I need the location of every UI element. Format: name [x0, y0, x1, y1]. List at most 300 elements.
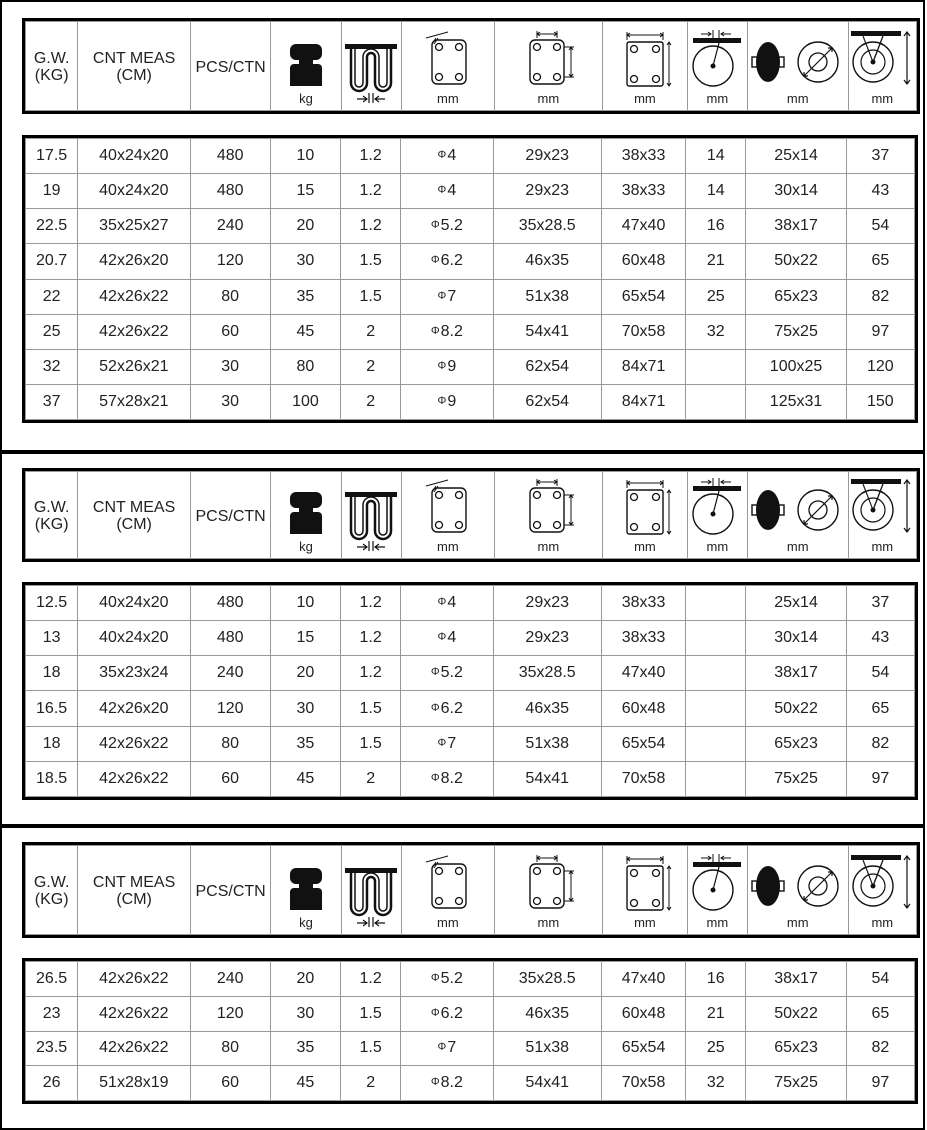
header-unit: mm [634, 539, 656, 554]
table-cell: 37 [846, 586, 914, 621]
header-row-3 [22, 842, 920, 938]
table-cell: 42x26x20 [78, 244, 190, 279]
table-cell: 30x14 [746, 621, 846, 656]
table-cell: 84x71 [601, 384, 685, 419]
table-cell: 60x48 [601, 691, 685, 726]
header-bolt-hole-spacing [494, 472, 603, 559]
table-cell: Φ4 [401, 621, 493, 656]
header-unit: mm [871, 539, 894, 554]
header-unit: mm [537, 539, 560, 554]
header-unit: mm [436, 91, 459, 106]
header-bolt-hole-spacing [494, 22, 603, 111]
header-unit: kg [299, 915, 313, 930]
wheel-size-icon [750, 858, 846, 914]
table-cell: 1.5 [341, 244, 401, 279]
header-overall-height [848, 846, 916, 935]
table-cell: 62x54 [493, 349, 601, 384]
table-cell: 51x38 [493, 279, 601, 314]
diameter-symbol: Φ [430, 254, 440, 267]
table-cell: 13 [26, 621, 78, 656]
wheel-size-icon [750, 482, 846, 538]
table-cell [686, 384, 746, 419]
table-cell: 51x28x19 [78, 1066, 190, 1101]
table-cell: 22 [26, 279, 78, 314]
table-cell: 25x14 [746, 586, 846, 621]
table-cell: 35x28.5 [493, 656, 601, 691]
load-weight-icon [286, 488, 326, 538]
table-cell: 16 [686, 962, 746, 997]
plate-size-icon [615, 854, 675, 914]
table-cell: 120 [190, 244, 270, 279]
table-cell: 43 [846, 621, 914, 656]
bolt-hole-diameter-icon [418, 854, 478, 914]
table-cell: 120 [846, 349, 914, 384]
table-row [26, 349, 915, 384]
table-cell: 10 [270, 139, 340, 174]
table-cell: 38x33 [601, 174, 685, 209]
table-cell: 26 [26, 1066, 78, 1101]
table-cell: 21 [686, 996, 746, 1031]
header-wheel-size [747, 472, 848, 559]
table-cell: Φ5.2 [401, 209, 493, 244]
table-cell: 240 [190, 656, 270, 691]
table-cell [686, 349, 746, 384]
table-cell: 84x71 [601, 349, 685, 384]
diameter-symbol: Φ [437, 289, 447, 302]
table-cell: 60x48 [601, 244, 685, 279]
table-row [26, 384, 915, 419]
table-cell: 82 [846, 1031, 914, 1066]
table-cell: 54x41 [493, 314, 601, 349]
table-cell: 40x24x20 [78, 139, 190, 174]
load-weight-icon [286, 864, 326, 914]
header-wheel-size [747, 846, 848, 935]
table-cell: 19 [26, 174, 78, 209]
table-row [26, 962, 915, 997]
data-table-3 [22, 958, 918, 1104]
offset-icon [689, 28, 745, 90]
table-cell: 54 [846, 209, 914, 244]
table-cell: 20 [270, 209, 340, 244]
wheel-size-icon [750, 34, 846, 90]
table-cell: 35 [270, 279, 340, 314]
table-cell: 25 [686, 1031, 746, 1066]
header-bolt-hole-diameter [402, 472, 495, 559]
table-cell: 1.5 [341, 279, 401, 314]
bolt-hole-spacing-icon [518, 478, 578, 538]
table-cell: 82 [846, 726, 914, 761]
table-cell: 51x38 [493, 726, 601, 761]
table-cell: 1.5 [341, 996, 401, 1031]
diameter-symbol: Φ [437, 596, 447, 609]
diameter-symbol: Φ [437, 631, 447, 644]
table-cell: 46x35 [493, 691, 601, 726]
table-cell: 35x28.5 [493, 962, 601, 997]
header-unit: mm [537, 915, 560, 930]
table-cell: 42x26x22 [78, 1031, 190, 1066]
header-gw: G.W. (KG) [26, 846, 78, 935]
table-row [26, 726, 915, 761]
diameter-symbol: Φ [437, 149, 447, 162]
header-gw: G.W. (KG) [26, 22, 78, 111]
table-cell: 240 [190, 962, 270, 997]
header-unit: mm [871, 91, 894, 106]
table-cell: 38x17 [746, 209, 846, 244]
table-cell: 65 [846, 691, 914, 726]
header-unit: mm [706, 539, 729, 554]
header-pcs-ctn: PCS/CTN [190, 846, 270, 935]
table-cell: 43 [846, 174, 914, 209]
bolt-hole-diameter-icon [418, 30, 478, 90]
table-cell: 20 [270, 656, 340, 691]
header-bolt-hole-diameter [402, 846, 495, 935]
table-cell: 1.5 [341, 1031, 401, 1066]
table-cell: 30 [270, 996, 340, 1031]
header-row-1 [22, 18, 920, 114]
table-cell: 2 [341, 314, 401, 349]
table-cell: 54x41 [493, 761, 601, 796]
header-gw: G.W. (KG) [26, 472, 78, 559]
plate-thickness-icon [343, 41, 399, 107]
bolt-hole-spacing-icon [518, 30, 578, 90]
table-cell: 1.5 [341, 726, 401, 761]
table-cell: 2 [341, 1066, 401, 1101]
table-cell: 97 [846, 761, 914, 796]
table-cell: 30 [190, 349, 270, 384]
table-cell: 1.5 [341, 691, 401, 726]
table-cell: Φ5.2 [401, 962, 493, 997]
table-cell: 32 [26, 349, 78, 384]
table-cell: 42x26x22 [78, 761, 190, 796]
table-cell: 75x25 [746, 314, 846, 349]
table-cell: 26.5 [26, 962, 78, 997]
diameter-symbol: Φ [437, 359, 447, 372]
table-cell: 45 [270, 314, 340, 349]
table-cell [686, 691, 746, 726]
header-bolt-hole-spacing [494, 846, 603, 935]
table-cell [686, 726, 746, 761]
header-plate-thickness [341, 846, 401, 935]
spec-panel-2 [0, 452, 925, 826]
table-cell: 29x23 [493, 139, 601, 174]
diameter-symbol: Φ [430, 971, 440, 984]
table-cell: 47x40 [601, 962, 685, 997]
table-cell: 120 [190, 691, 270, 726]
table-cell: 29x23 [493, 586, 601, 621]
table-cell: 29x23 [493, 621, 601, 656]
table-cell: 52x26x21 [78, 349, 190, 384]
table-cell: Φ4 [401, 586, 493, 621]
header-unit: mm [786, 539, 809, 554]
table-cell: 2 [341, 761, 401, 796]
table-cell: 75x25 [746, 1066, 846, 1101]
table-cell: 10 [270, 586, 340, 621]
header-plate-size [603, 472, 687, 559]
table-cell: 18.5 [26, 761, 78, 796]
diameter-symbol: Φ [430, 666, 440, 679]
table-cell: Φ7 [401, 1031, 493, 1066]
table-cell: 120 [190, 996, 270, 1031]
table-cell: 14 [686, 139, 746, 174]
table-cell: 1.2 [341, 586, 401, 621]
table-cell: 42x26x22 [78, 962, 190, 997]
table-cell: 35 [270, 726, 340, 761]
table-cell: 32 [686, 314, 746, 349]
diameter-symbol: Φ [437, 736, 447, 749]
bolt-hole-diameter-icon [418, 478, 478, 538]
header-unit: mm [537, 91, 560, 106]
table-cell: 1.2 [341, 621, 401, 656]
table-cell: 50x22 [746, 244, 846, 279]
header-unit: mm [786, 915, 809, 930]
overall-height-icon [849, 28, 915, 90]
header-offset [687, 22, 747, 111]
table-cell: 37 [26, 384, 78, 419]
header-cnt-meas: CNT MEAS (CM) [78, 846, 191, 935]
table-cell: 80 [190, 279, 270, 314]
header-cnt-meas: CNT MEAS (CM) [78, 472, 191, 559]
plate-thickness-icon [343, 489, 399, 555]
table-cell: 16 [686, 209, 746, 244]
offset-icon [689, 852, 745, 914]
table-cell: 1.2 [341, 209, 401, 244]
table-cell: 38x33 [601, 139, 685, 174]
header-load-weight [271, 472, 341, 559]
table-cell: 37 [846, 139, 914, 174]
table-cell: 82 [846, 279, 914, 314]
diameter-symbol: Φ [430, 324, 440, 337]
header-pcs-ctn: PCS/CTN [190, 22, 270, 111]
spec-panel-3 [0, 826, 925, 1130]
header-pcs-ctn: PCS/CTN [190, 472, 270, 559]
table-cell: Φ6.2 [401, 691, 493, 726]
table-cell: 30 [270, 691, 340, 726]
table-cell: 150 [846, 384, 914, 419]
table-cell: Φ6.2 [401, 996, 493, 1031]
table-cell: 70x58 [601, 761, 685, 796]
table-cell: Φ8.2 [401, 314, 493, 349]
table-row [26, 1066, 915, 1101]
data-table-1 [22, 135, 918, 423]
table-cell: 20.7 [26, 244, 78, 279]
table-cell: 38x33 [601, 586, 685, 621]
table-cell: 35x23x24 [78, 656, 190, 691]
header-unit: mm [706, 91, 729, 106]
plate-size-icon [615, 30, 675, 90]
table-cell: 1.2 [341, 174, 401, 209]
header-unit: mm [436, 539, 459, 554]
table-cell: 54 [846, 656, 914, 691]
table-cell: 54 [846, 962, 914, 997]
table-cell: 30 [270, 244, 340, 279]
table-cell: 22.5 [26, 209, 78, 244]
table-cell: 40x24x20 [78, 174, 190, 209]
table-cell: 60x48 [601, 996, 685, 1031]
overall-height-icon [849, 852, 915, 914]
table-cell [686, 656, 746, 691]
table-cell: 65 [846, 996, 914, 1031]
header-load-weight [271, 22, 341, 111]
table-cell: 80 [270, 349, 340, 384]
table-cell: 42x26x22 [78, 996, 190, 1031]
table-cell: 42x26x22 [78, 314, 190, 349]
table-cell: 16.5 [26, 691, 78, 726]
table-cell: 97 [846, 1066, 914, 1101]
table-cell: 18 [26, 656, 78, 691]
table-row [26, 1031, 915, 1066]
table-cell: Φ8.2 [401, 761, 493, 796]
header-overall-height [848, 22, 916, 111]
header-row-2 [22, 468, 920, 562]
header-unit: mm [634, 91, 656, 106]
table-cell: 38x17 [746, 962, 846, 997]
table-cell: 14 [686, 174, 746, 209]
table-row [26, 209, 915, 244]
table-row [26, 314, 915, 349]
diameter-symbol: Φ [437, 184, 447, 197]
table-cell: 15 [270, 174, 340, 209]
table-cell: 42x26x22 [78, 726, 190, 761]
table-cell: 57x28x21 [78, 384, 190, 419]
table-row [26, 656, 915, 691]
table-cell: 480 [190, 139, 270, 174]
table-cell: 25 [26, 314, 78, 349]
table-cell: 46x35 [493, 996, 601, 1031]
table-cell: Φ7 [401, 279, 493, 314]
table-row [26, 761, 915, 796]
table-cell: 47x40 [601, 209, 685, 244]
table-row [26, 139, 915, 174]
table-cell: 65 [846, 244, 914, 279]
table-cell: 240 [190, 209, 270, 244]
table-cell: 38x17 [746, 656, 846, 691]
table-cell: 35 [270, 1031, 340, 1066]
table-cell: 38x33 [601, 621, 685, 656]
table-cell: 45 [270, 1066, 340, 1101]
header-unit: mm [706, 915, 729, 930]
table-cell: 40x24x20 [78, 586, 190, 621]
table-cell: 18 [26, 726, 78, 761]
table-cell: 50x22 [746, 996, 846, 1031]
header-unit: mm [436, 915, 459, 930]
table-cell: Φ5.2 [401, 656, 493, 691]
table-cell [686, 621, 746, 656]
table-cell: 97 [846, 314, 914, 349]
table-cell: 17.5 [26, 139, 78, 174]
header-offset [687, 846, 747, 935]
table-cell: 45 [270, 761, 340, 796]
table-cell: 50x22 [746, 691, 846, 726]
diameter-symbol: Φ [437, 1041, 447, 1054]
table-cell: 30x14 [746, 174, 846, 209]
table-cell: Φ4 [401, 139, 493, 174]
table-cell: Φ7 [401, 726, 493, 761]
header-overall-height [848, 472, 916, 559]
header-plate-size [603, 846, 687, 935]
table-cell: 100x25 [746, 349, 846, 384]
data-table-2 [22, 582, 918, 800]
table-cell: 60 [190, 1066, 270, 1101]
table-cell: 23 [26, 996, 78, 1031]
table-cell: 25x14 [746, 139, 846, 174]
header-unit: kg [299, 539, 313, 554]
table-cell: 125x31 [746, 384, 846, 419]
table-cell: 62x54 [493, 384, 601, 419]
table-cell: 65x54 [601, 279, 685, 314]
table-row [26, 279, 915, 314]
table-cell [686, 761, 746, 796]
table-cell: 80 [190, 726, 270, 761]
offset-icon [689, 476, 745, 538]
header-unit: mm [634, 915, 656, 930]
header-load-weight [271, 846, 341, 935]
header-plate-thickness [341, 22, 401, 111]
header-offset [687, 472, 747, 559]
table-row [26, 691, 915, 726]
table-cell: 75x25 [746, 761, 846, 796]
diameter-symbol: Φ [437, 394, 447, 407]
table-cell: 2 [341, 384, 401, 419]
table-cell: 65x23 [746, 279, 846, 314]
table-cell: 60 [190, 761, 270, 796]
table-cell: 12.5 [26, 586, 78, 621]
table-cell: 35x25x27 [78, 209, 190, 244]
table-cell: 65x23 [746, 726, 846, 761]
table-row [26, 174, 915, 209]
table-cell: 60 [190, 314, 270, 349]
load-weight-icon [286, 40, 326, 90]
table-cell: 70x58 [601, 314, 685, 349]
table-cell: 15 [270, 621, 340, 656]
table-cell: 65x54 [601, 1031, 685, 1066]
table-cell: 54x41 [493, 1066, 601, 1101]
table-cell: 42x26x22 [78, 279, 190, 314]
table-cell: 480 [190, 174, 270, 209]
table-row [26, 244, 915, 279]
plate-size-icon [615, 478, 675, 538]
table-cell: Φ4 [401, 174, 493, 209]
table-cell: 1.2 [341, 656, 401, 691]
overall-height-icon [849, 476, 915, 538]
table-cell: 25 [686, 279, 746, 314]
header-plate-thickness [341, 472, 401, 559]
header-wheel-size [747, 22, 848, 111]
table-cell: 480 [190, 586, 270, 621]
table-cell: 100 [270, 384, 340, 419]
table-cell: 21 [686, 244, 746, 279]
table-row [26, 621, 915, 656]
table-cell: 46x35 [493, 244, 601, 279]
header-unit: mm [871, 915, 894, 930]
table-cell: 80 [190, 1031, 270, 1066]
diameter-symbol: Φ [430, 1006, 440, 1019]
table-cell: 47x40 [601, 656, 685, 691]
table-row [26, 996, 915, 1031]
header-unit: mm [786, 91, 809, 106]
table-cell: 1.2 [341, 139, 401, 174]
table-row [26, 586, 915, 621]
diameter-symbol: Φ [430, 1076, 440, 1089]
table-cell: Φ9 [401, 384, 493, 419]
table-cell: 2 [341, 349, 401, 384]
table-cell: Φ6.2 [401, 244, 493, 279]
table-cell: Φ9 [401, 349, 493, 384]
plate-thickness-icon [343, 865, 399, 931]
table-cell: 65x54 [601, 726, 685, 761]
table-cell: 42x26x20 [78, 691, 190, 726]
table-cell: 51x38 [493, 1031, 601, 1066]
table-cell: 70x58 [601, 1066, 685, 1101]
